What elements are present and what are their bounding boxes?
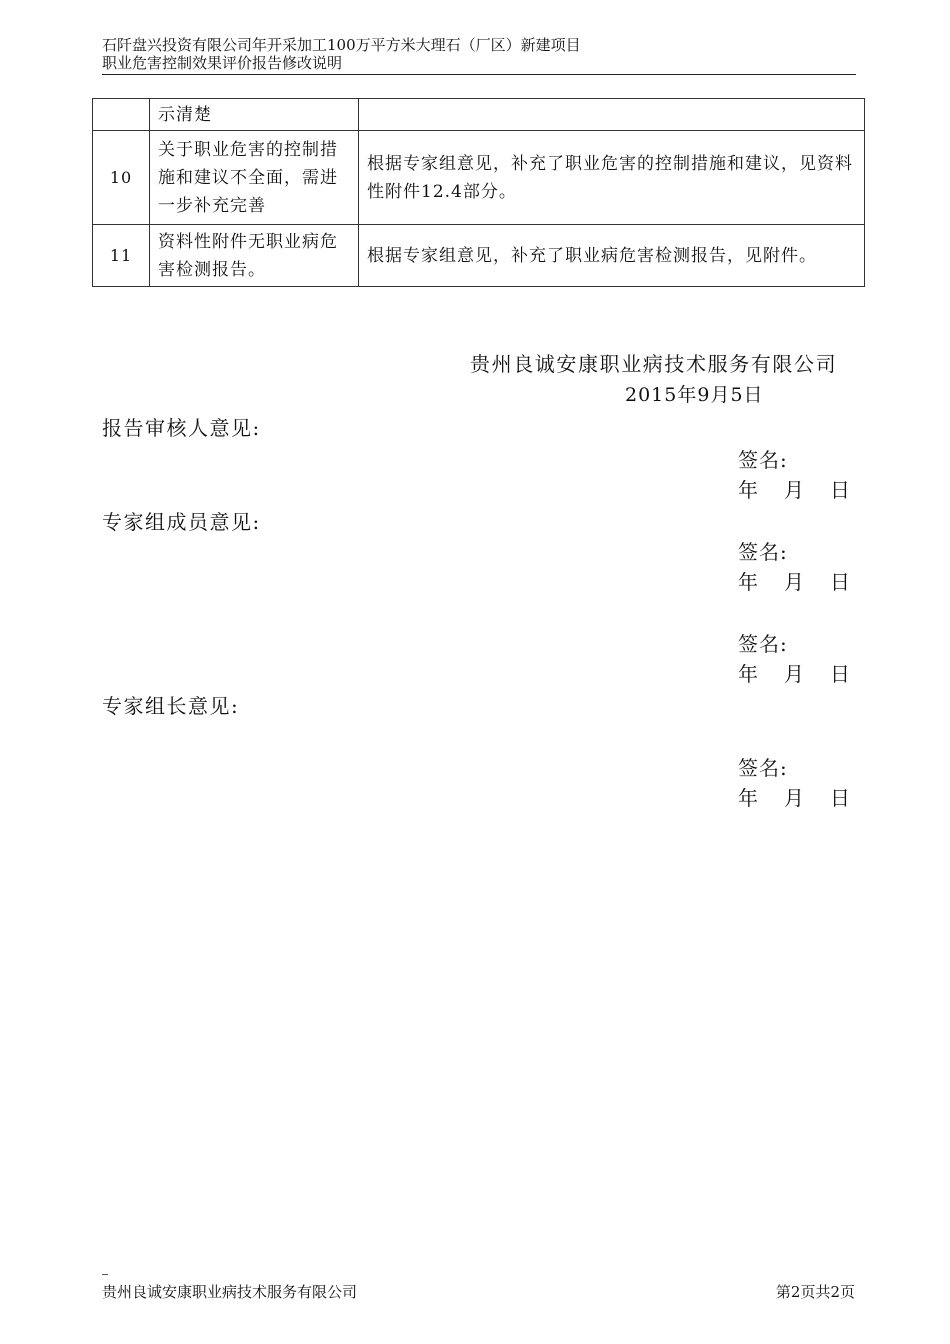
- row-number: 10: [93, 131, 150, 225]
- signoff-company: 贵州良诚安康职业病技术服务有限公司: [470, 352, 838, 376]
- page-header: [102, 36, 856, 75]
- row-response: [359, 99, 865, 131]
- row-number: [93, 99, 150, 131]
- expert-member-date-line-2: [738, 658, 850, 687]
- table-row: [93, 99, 865, 131]
- month-label: 月: [784, 786, 804, 810]
- year-label: 年: [738, 786, 758, 810]
- header-report-title: 职业危害控制效果评价报告修改说明: [102, 54, 343, 72]
- expert-leader-date-line: [738, 782, 850, 811]
- day-label: 日: [830, 662, 850, 686]
- signoff-date: 2015年9月5日: [625, 384, 764, 406]
- year-label: 年: [738, 478, 758, 502]
- row-issue: 示清楚: [150, 99, 359, 131]
- reviewer-sign-label: 签名:: [738, 448, 788, 472]
- table-row: [93, 131, 865, 225]
- expert-leader-opinion-label: 专家组长意见:: [102, 694, 240, 718]
- row-response: 根据专家组意见，补充了职业危害的控制措施和建议，见资料性附件12.4部分。: [359, 131, 865, 225]
- row-issue: 关于职业危害的控制措施和建议不全面，需进一步补充完善: [150, 131, 359, 225]
- row-response: 根据专家组意见，补充了职业病危害检测报告，见附件。: [359, 225, 865, 287]
- month-label: 月: [784, 662, 804, 686]
- footer-company: 贵州良诚安康职业病技术服务有限公司: [102, 1283, 358, 1301]
- day-label: 日: [830, 786, 850, 810]
- revision-table: [92, 98, 865, 287]
- expert-member-opinion-label: 专家组成员意见:: [102, 510, 261, 534]
- month-label: 月: [784, 478, 804, 502]
- footer-mark: [102, 1274, 108, 1275]
- month-label: 月: [784, 570, 804, 594]
- day-label: 日: [830, 570, 850, 594]
- reviewer-date-line: [738, 474, 850, 503]
- day-label: 日: [830, 478, 850, 502]
- row-number: 11: [93, 225, 150, 287]
- header-project-title: 石阡盘兴投资有限公司年开采加工100万平方米大理石（厂区）新建项目: [102, 36, 581, 54]
- expert-member-sign-label: 签名:: [738, 540, 788, 564]
- reviewer-opinion-label: 报告审核人意见:: [102, 416, 261, 440]
- year-label: 年: [738, 662, 758, 686]
- footer-page-number: 第2页共2页: [775, 1283, 855, 1301]
- year-label: 年: [738, 570, 758, 594]
- expert-leader-sign-label: 签名:: [738, 756, 788, 780]
- expert-member-sign-label-2: 签名:: [738, 632, 788, 656]
- row-issue: 资料性附件无职业病危害检测报告。: [150, 225, 359, 287]
- expert-member-date-line: [738, 566, 850, 595]
- table-row: [93, 225, 865, 287]
